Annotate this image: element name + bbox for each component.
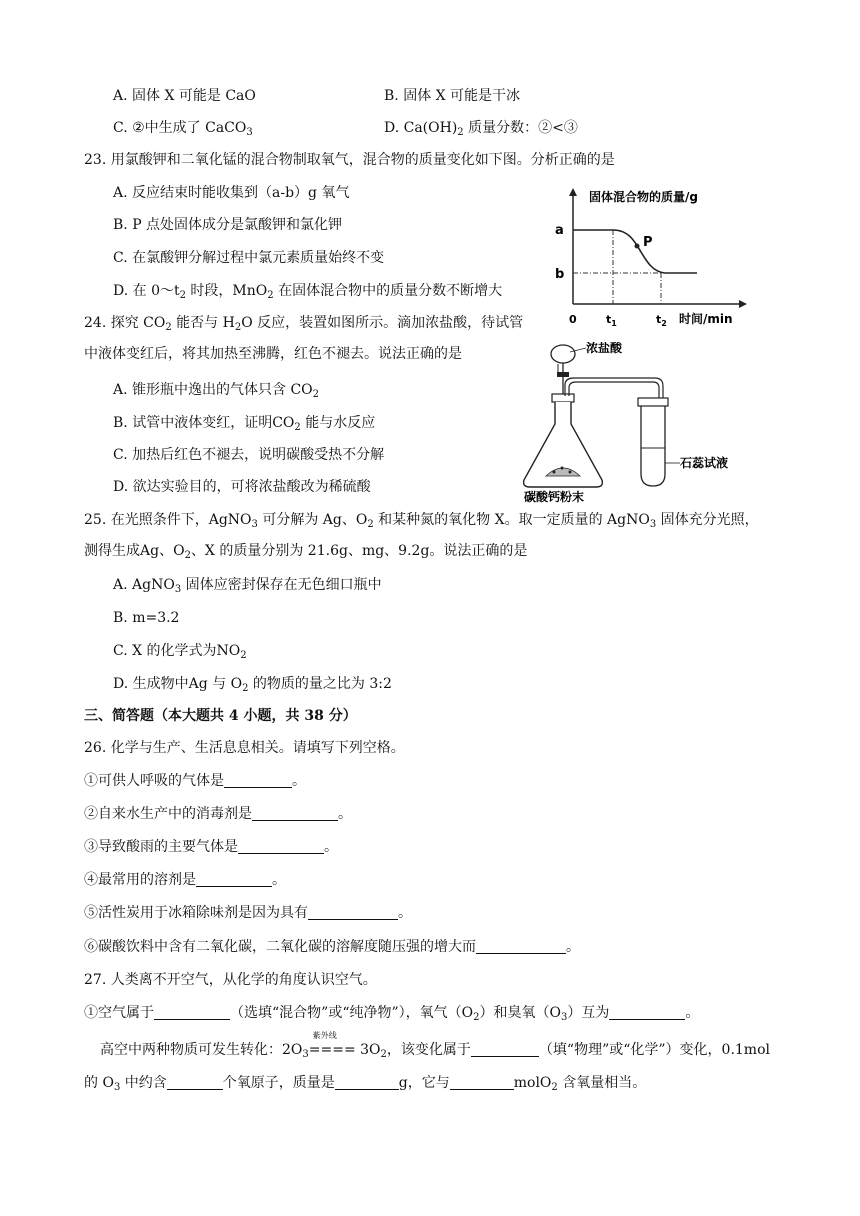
q22-option-c: C. ②中生成了 CaCO$_3$: [113, 120, 253, 138]
reaction-equals: 紫外线 ====: [308, 1031, 356, 1058]
q23-stem: 23. 用氯酸钾和二氧化锰的混合物制取氧气，混合物的质量变化如下图。分析正确的是: [84, 152, 615, 168]
co2-apparatus: [510, 342, 750, 504]
graph-origin-label: 0: [569, 313, 577, 326]
mass-curve: [573, 230, 697, 273]
q25-option-a: A. AgNO$_3$ 固体应密封保存在无色细口瓶中: [113, 577, 382, 595]
answer-blank[interactable]: [167, 1075, 223, 1090]
answer-blank[interactable]: [450, 1075, 514, 1090]
answer-blank[interactable]: [308, 905, 398, 920]
answer-blank[interactable]: [238, 839, 324, 854]
point-p-marker: [635, 244, 640, 249]
graph-p-label: P: [643, 235, 653, 250]
answer-blank[interactable]: [476, 939, 566, 954]
answer-blank[interactable]: [224, 773, 292, 788]
graph-a-label: a: [555, 223, 564, 238]
graph-y-label: 固体混合物的质量/g: [589, 190, 698, 204]
q23-option-b: B. P 点处固体成分是氯酸钾和氯化钾: [113, 217, 343, 233]
q23-option-a: A. 反应结束时能收集到（a-b）g 氧气: [113, 185, 350, 201]
litmus-label: 石蕊试液: [680, 456, 729, 470]
answer-blank[interactable]: [609, 1005, 685, 1020]
acid-label: 浓盐酸: [586, 342, 623, 355]
answer-blank[interactable]: [154, 1005, 230, 1020]
q24-stem-1: 24. 探究 $CO_2$ 能否与 $H_2O$ 反应，装置如图所示。滴加浓盐酸，待试管: [84, 315, 524, 333]
q26-stem: 26. 化学与生产、生活息息相关。请填写下列空格。: [84, 740, 405, 756]
graph-t2-label: $t_2$: [656, 313, 667, 328]
q23-option-d: D. 在 $0\sim t_2$ 时段，MnO$_2$ 在固体混合物中的质量分数不断增大: [113, 283, 503, 301]
test-tube: [641, 404, 665, 486]
answer-blank[interactable]: [252, 806, 338, 821]
q26-item-4: ④最常用的溶剂是 。: [84, 872, 286, 888]
q24-stem-2: 中液体变红后，将其加热至沸腾，红色不褪去。说法正确的是: [84, 346, 462, 362]
q27-line-3: 的 $O_3$ 中约含 个氧原子，质量是 g，它与 molO$_2$ 含氧量相当。: [84, 1075, 647, 1093]
q26-item-3: ③导致酸雨的主要气体是 。: [84, 839, 338, 855]
powder-label: 碳酸钙粉末: [524, 490, 585, 504]
q26-item-1: ①可供人呼吸的气体是 。: [84, 773, 306, 789]
q25-stem-1: 25. 在光照条件下，AgNO$_3$ 可分解为 Ag、$O_2$ 和某种氮的氧化物 X。取一定质量的 AgNO$_3$ 固体充分光照，: [84, 512, 759, 530]
answer-blank[interactable]: [196, 872, 272, 887]
q23-option-c: C. 在氯酸钾分解过程中氯元素质量始终不变: [113, 250, 385, 266]
q26-item-6: ⑥碳酸饮料中含有二氧化碳，二氧化碳的溶解度随压强的增大而 。: [84, 939, 580, 955]
graph-b-label: b: [555, 267, 565, 282]
graph-t1-label: $t_1$: [606, 313, 617, 328]
q25-option-c: C. X 的化学式为$NO_2$: [113, 643, 247, 661]
q22-option-a: A. 固体 X 可能是 CaO: [113, 88, 256, 104]
answer-blank[interactable]: [471, 1042, 539, 1057]
answer-blank[interactable]: [335, 1075, 399, 1090]
q26-item-2: ②自来水生产中的消毒剂是 。: [84, 806, 352, 822]
q24-option-a: A. 锥形瓶中逸出的气体只含 $CO_2$: [113, 382, 320, 400]
q22-option-b: B. 固体 X 可能是干冰: [384, 88, 521, 104]
section-3-heading: 三、简答题（本大题共 4 小题，共 38 分）: [84, 708, 357, 724]
q24-option-d: D. 欲达实验目的，可将浓盐酸改为稀硫酸: [113, 479, 371, 495]
q27-line-2: 高空中两种物质可发生转化：$2O_3$ 紫外线 ==== $3O_2$，该变化属于 （填“物理”或“化学”）变化，0.1mol: [100, 1031, 770, 1060]
mass-time-graph: [545, 186, 755, 332]
q24-option-c: C. 加热后红色不褪去，说明碳酸受热不分解: [113, 447, 385, 463]
q22-option-d: D. $Ca(OH)_2$ 质量分数：②<③: [384, 120, 578, 138]
q27-stem: 27. 人类离不开空气，从化学的角度认识空气。: [84, 972, 377, 988]
q25-stem-2: 测得生成Ag、$O_2$、X 的质量分别为 21.6g、mg、9.2g。说法正确的是: [84, 543, 528, 561]
q25-option-d: D. 生成物中Ag 与 $O_2$ 的物质的量之比为 3:2: [113, 676, 392, 694]
q24-option-b: B. 试管中液体变红，证明$CO_2$ 能与水反应: [113, 415, 376, 433]
q25-option-b: B. m=3.2: [113, 610, 180, 626]
graph-x-label: 时间/min: [679, 312, 733, 326]
q27-line-1: ①空气属于 （选填“混合物”或“纯净物”），氧气$(O_2)$和臭氧$(O_3)$互为 。: [84, 1005, 700, 1023]
q26-item-5: ⑤活性炭用于冰箱除味剂是因为具有 。: [84, 905, 412, 921]
